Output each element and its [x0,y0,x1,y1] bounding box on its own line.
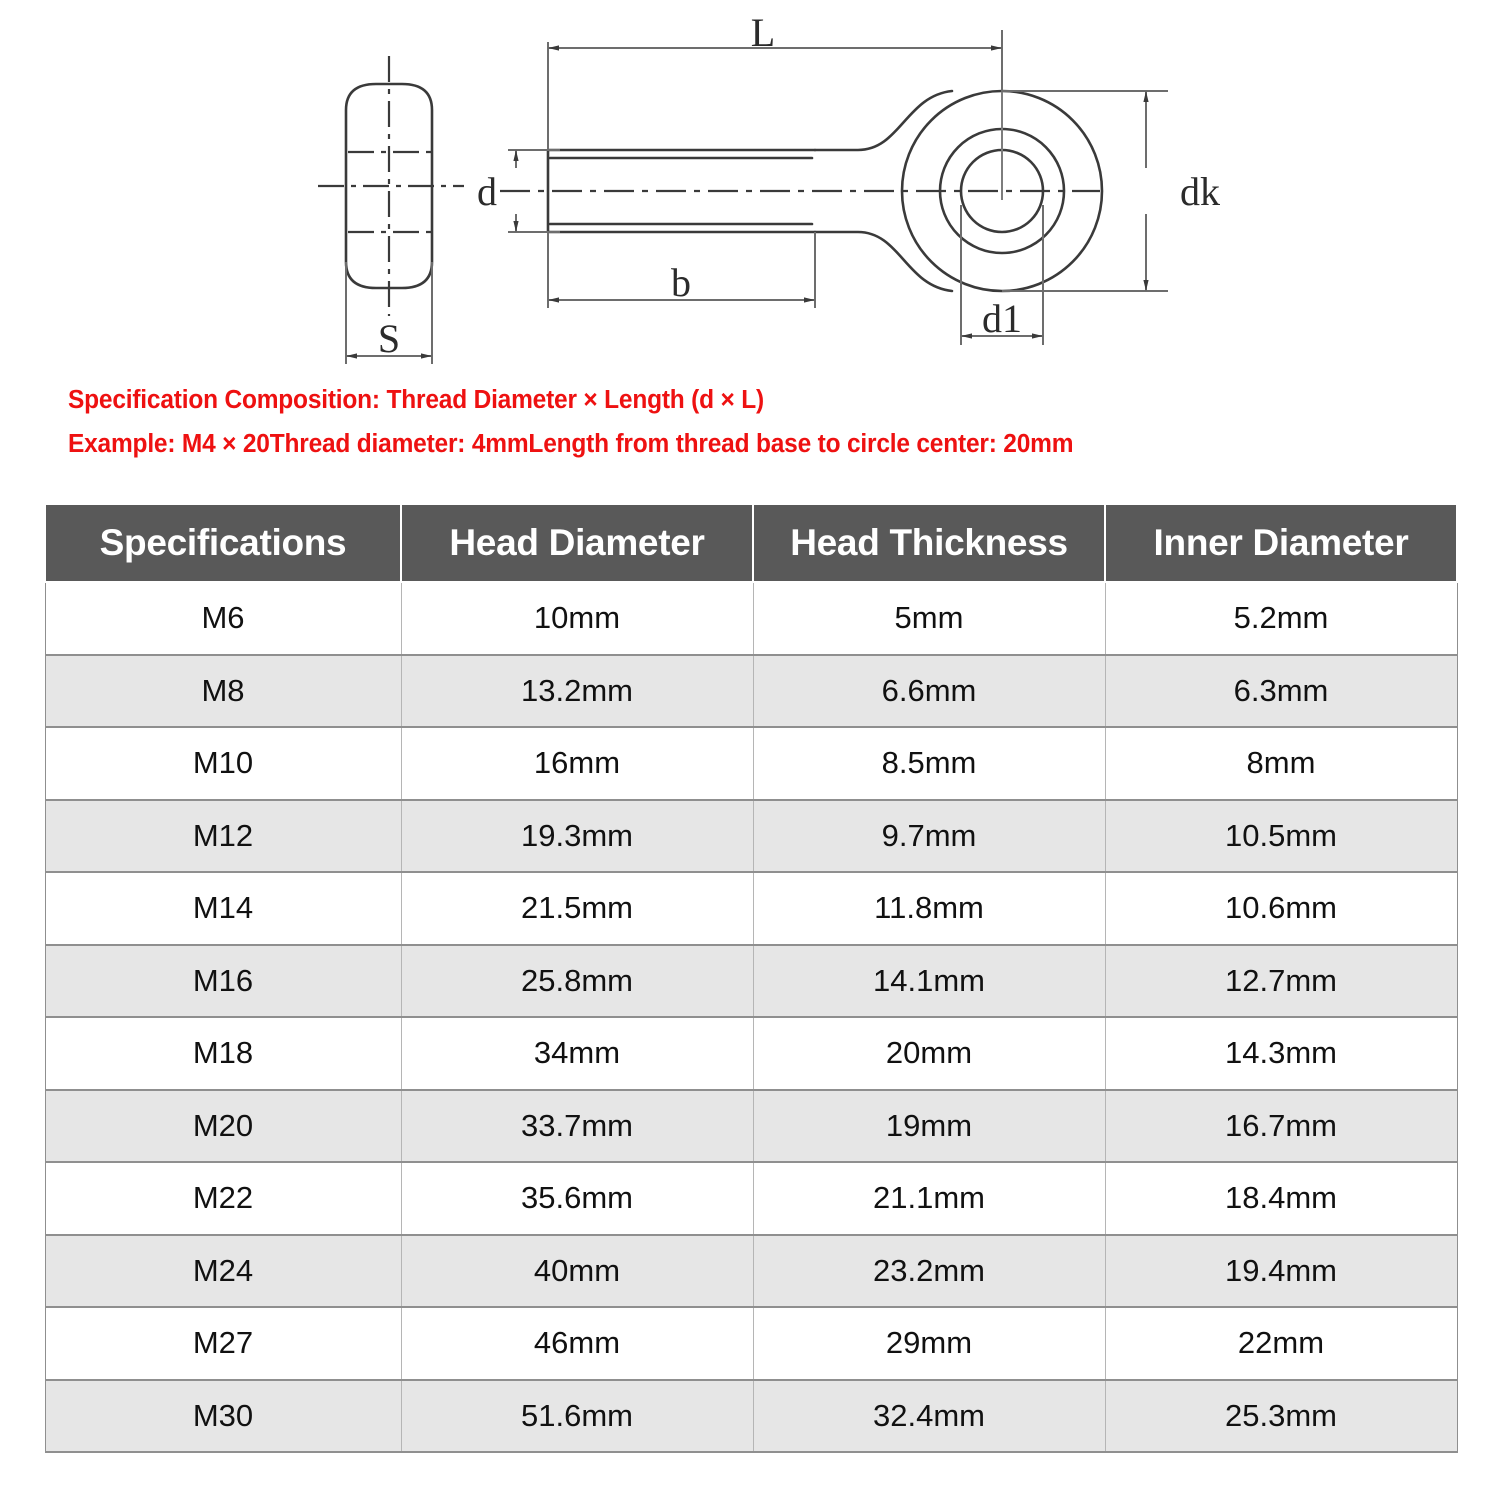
cell-head-thickness: 32.4mm [753,1380,1105,1453]
table-row [45,945,1457,1018]
cell-inner-diameter: 22mm [1105,1307,1457,1380]
dimension-label-d: d [477,169,497,214]
cell-head-thickness: 14.1mm [753,945,1105,1018]
cell-inner-diameter: 12.7mm [1105,945,1457,1018]
cell-head-thickness: 9.7mm [753,800,1105,873]
cell-head-thickness: 8.5mm [753,727,1105,800]
column-header-head-thickness: Head Thickness [753,504,1105,582]
column-header-specifications: Specifications [45,504,401,582]
cell-inner-diameter: 19.4mm [1105,1235,1457,1308]
spec-composition-note: Specification Composition: Thread Diameter × Length (d × L) [68,386,764,414]
table-header-row [45,504,1457,582]
cell-specification: M16 [45,945,401,1018]
table-row [45,582,1457,655]
cell-head-thickness: 20mm [753,1017,1105,1090]
cell-head-diameter: 10mm [401,582,753,655]
cell-head-thickness: 21.1mm [753,1162,1105,1235]
cell-head-diameter: 19.3mm [401,800,753,873]
cell-specification: M10 [45,727,401,800]
cell-head-thickness: 5mm [753,582,1105,655]
specification-table-container [44,503,1456,1453]
cell-head-diameter: 25.8mm [401,945,753,1018]
table-row [45,800,1457,873]
cell-specification: M22 [45,1162,401,1235]
cell-inner-diameter: 16.7mm [1105,1090,1457,1163]
dimension-label-L: L [750,10,776,55]
cell-specification: M14 [45,872,401,945]
specification-table [44,503,1458,1453]
table-row [45,872,1457,945]
cell-specification: M18 [45,1017,401,1090]
cell-head-diameter: 40mm [401,1235,753,1308]
table-row [45,655,1457,728]
cell-inner-diameter: 10.5mm [1105,800,1457,873]
spec-example-note: Example: M4 × 20Thread diameter: 4mmLength from thread base to circle center: 20mm [68,430,1074,458]
cell-head-thickness: 29mm [753,1307,1105,1380]
cell-head-diameter: 33.7mm [401,1090,753,1163]
cell-specification: M27 [45,1307,401,1380]
table-row [45,727,1457,800]
cell-head-thickness: 19mm [753,1090,1105,1163]
cell-head-diameter: 35.6mm [401,1162,753,1235]
cell-inner-diameter: 18.4mm [1105,1162,1457,1235]
cell-inner-diameter: 25.3mm [1105,1380,1457,1453]
eye-bolt-diagram [0,0,1500,372]
cell-head-thickness: 11.8mm [753,872,1105,945]
cell-head-diameter: 16mm [401,727,753,800]
cell-specification: M8 [45,655,401,728]
table-row [45,1307,1457,1380]
cell-specification: M24 [45,1235,401,1308]
cell-head-thickness: 6.6mm [753,655,1105,728]
dimension-lines [346,30,1168,364]
cell-head-diameter: 21.5mm [401,872,753,945]
cell-inner-diameter: 14.3mm [1105,1017,1457,1090]
head-centerlines [318,56,464,316]
technical-drawing [0,0,1500,372]
table-row [45,1235,1457,1308]
column-header-head-diameter: Head Diameter [401,504,753,582]
dimension-label-dk: dk [1180,169,1220,214]
cell-head-diameter: 46mm [401,1307,753,1380]
cell-head-thickness: 23.2mm [753,1235,1105,1308]
column-header-inner-diameter: Inner Diameter [1105,504,1457,582]
dimension-label-d1: d1 [982,296,1022,341]
specification-notes [68,378,1468,466]
table-row [45,1380,1457,1453]
cell-specification: M6 [45,582,401,655]
cell-head-diameter: 34mm [401,1017,753,1090]
cell-specification: M20 [45,1090,401,1163]
cell-specification: M12 [45,800,401,873]
cell-head-diameter: 13.2mm [401,655,753,728]
cell-inner-diameter: 6.3mm [1105,655,1457,728]
cell-inner-diameter: 8mm [1105,727,1457,800]
dimension-label-S: S [377,316,401,361]
cell-specification: M30 [45,1380,401,1453]
table-body [45,582,1457,1452]
cell-inner-diameter: 5.2mm [1105,582,1457,655]
table-row [45,1090,1457,1163]
dimension-label-b: b [671,260,691,305]
cell-inner-diameter: 10.6mm [1105,872,1457,945]
cell-head-diameter: 51.6mm [401,1380,753,1453]
table-row [45,1162,1457,1235]
table-row [45,1017,1457,1090]
